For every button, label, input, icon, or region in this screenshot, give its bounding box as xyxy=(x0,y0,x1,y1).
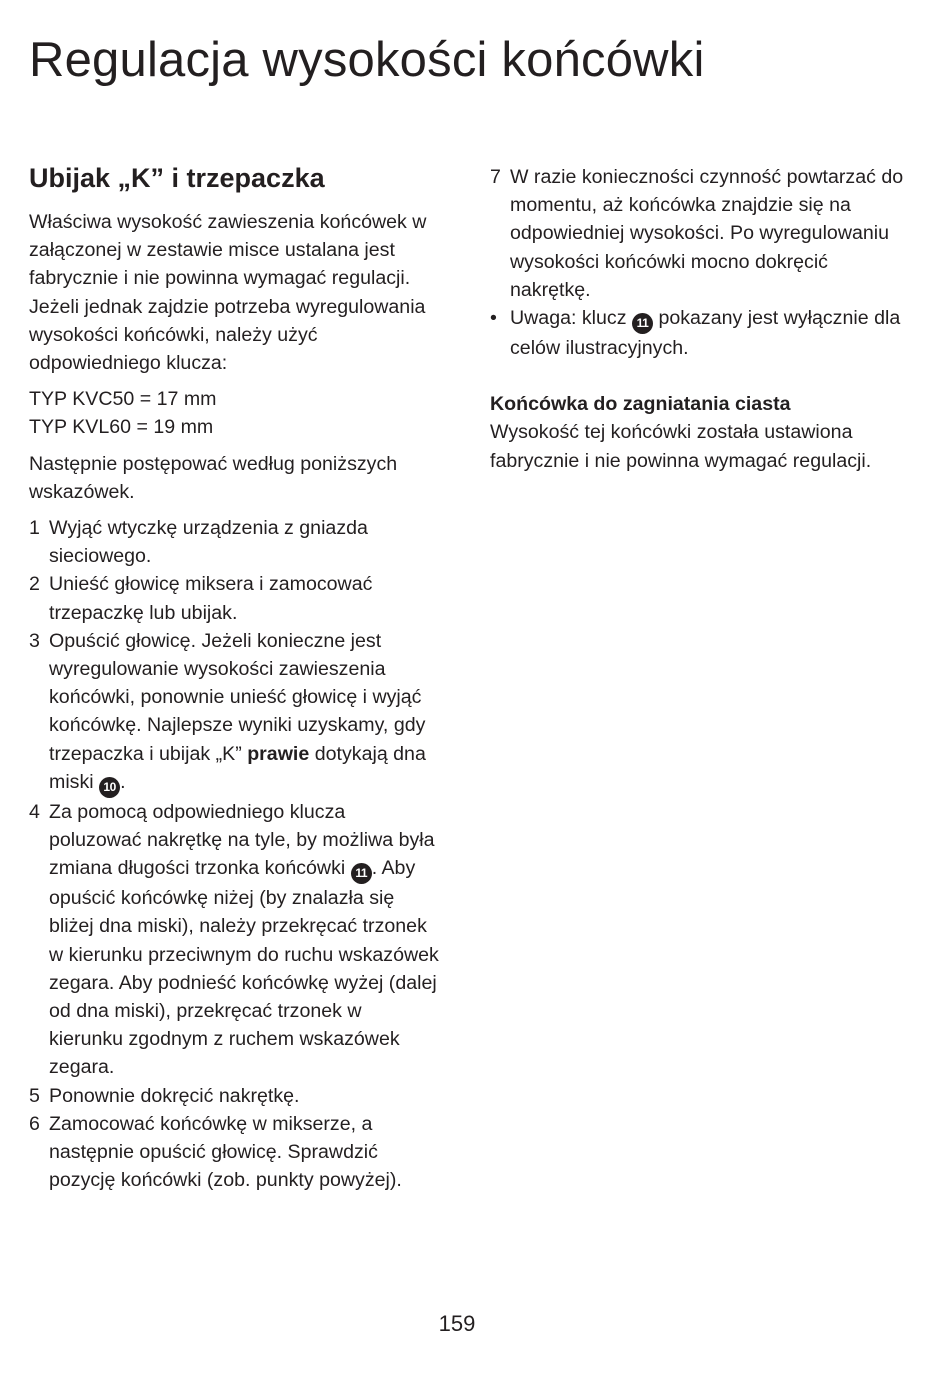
step-text: Opuścić głowicę. Jeżeli konieczne jest wyregulowanie wysokości zawieszenia końcówki, ponownie unieść głowicę i wyjąć końcówkę. Najlepsze wyniki uzyskamy, gdy trzepaczka i ubijak „K” xyxy=(49,629,426,765)
spec-kvc50: TYP KVC50 = 17 mm xyxy=(29,388,217,411)
step-number: 2 xyxy=(29,573,40,596)
list-item xyxy=(29,627,439,798)
note-text: Uwaga: klucz xyxy=(510,307,627,330)
callout-number-11-icon: 11 xyxy=(351,863,372,884)
list-item xyxy=(490,163,910,304)
step-number: 6 xyxy=(29,1112,40,1135)
page-number: 159 xyxy=(438,1311,476,1336)
section-heading: Ubijak „K” i trzepaczka xyxy=(29,163,325,193)
list-item xyxy=(29,570,439,626)
step-text: Ponownie dokręcić nakrętkę. xyxy=(49,1084,300,1107)
step-text-end: . xyxy=(120,770,126,793)
step-text: Unieść głowicę miksera i zamocować trzepaczkę lub ubijak. xyxy=(49,573,373,624)
step-number: 3 xyxy=(29,629,40,652)
list-item xyxy=(29,1082,439,1110)
lead-paragraph: Następnie postępować według poniższych wskazówek. xyxy=(29,452,398,503)
subsection-heading: Końcówka do zagniatania ciasta xyxy=(490,393,791,416)
step-text: W razie konieczności czynność powtarzać do momentu, aż końcówka znajdzie się na odpowiedniej wysokości. Po wyregulowaniu wysokości końcówki mocno dokręcić nakrętkę. xyxy=(510,166,904,301)
intro-paragraph-2: Jeżeli jednak zajdzie potrzeba wyregulowania wysokości końcówki, należy użyć odpowiedniego klucza: xyxy=(29,295,426,375)
emphasis-text: prawie xyxy=(247,742,310,765)
list-item xyxy=(29,798,439,1082)
step-text: Zamocować końcówkę w mikserze, a następnie opuścić głowicę. Sprawdzić pozycję końcówki (zob. punkty powyżej). xyxy=(49,1112,402,1192)
step-text: Za pomocą odpowiedniego klucza poluzować nakrętkę na tyle, by możliwa była zmiana długości trzonka końcówki xyxy=(49,800,435,880)
intro-paragraph: Właściwa wysokość zawieszenia końcówek w załączonej w zestawie misce ustalana jest fabrycznie i nie powinna wymagać regulacji. xyxy=(29,211,427,290)
step-text-continued: dotykają dna miski xyxy=(49,742,426,793)
page-title: Regulacja wysokości końcówki xyxy=(29,33,705,87)
bullet-icon: • xyxy=(490,307,497,330)
step-number: 1 xyxy=(29,517,40,540)
step-number: 4 xyxy=(29,800,40,823)
callout-number-11-icon: 11 xyxy=(632,313,653,334)
steps-list xyxy=(29,514,439,1194)
note-text-continued: pokazany jest wyłącznie dla celów ilustracyjnych. xyxy=(510,307,901,360)
list-item xyxy=(29,514,439,570)
subsection-text: Wysokość tej końcówki została ustawiona fabrycznie i nie powinna wymagać regulacji. xyxy=(490,421,872,472)
left-column xyxy=(29,160,439,1195)
callout-number-10-icon: 10 xyxy=(99,777,120,798)
list-item xyxy=(29,1110,439,1195)
step-number: 7 xyxy=(490,166,501,188)
step-number: 5 xyxy=(29,1084,40,1107)
spec-kvl60: TYP KVL60 = 19 mm xyxy=(29,416,214,439)
right-column xyxy=(490,163,910,475)
note-item xyxy=(490,304,910,362)
step-text-continued: . Aby opuścić końcówkę niżej (by znalazła się bliżej dna miski), należy przekręcać trzonek w kierunku przeciwnym do ruchu wskazówek zegara. Aby podnieść końcówkę wyżej (dalej od dna miski), przekręcać trzonek w kierunku zgodnym z ruchem wskazówek zegara. xyxy=(49,857,439,1079)
step-text: Wyjąć wtyczkę urządzenia z gniazda sieciowego. xyxy=(49,517,368,568)
steps-list-continued xyxy=(490,163,910,304)
